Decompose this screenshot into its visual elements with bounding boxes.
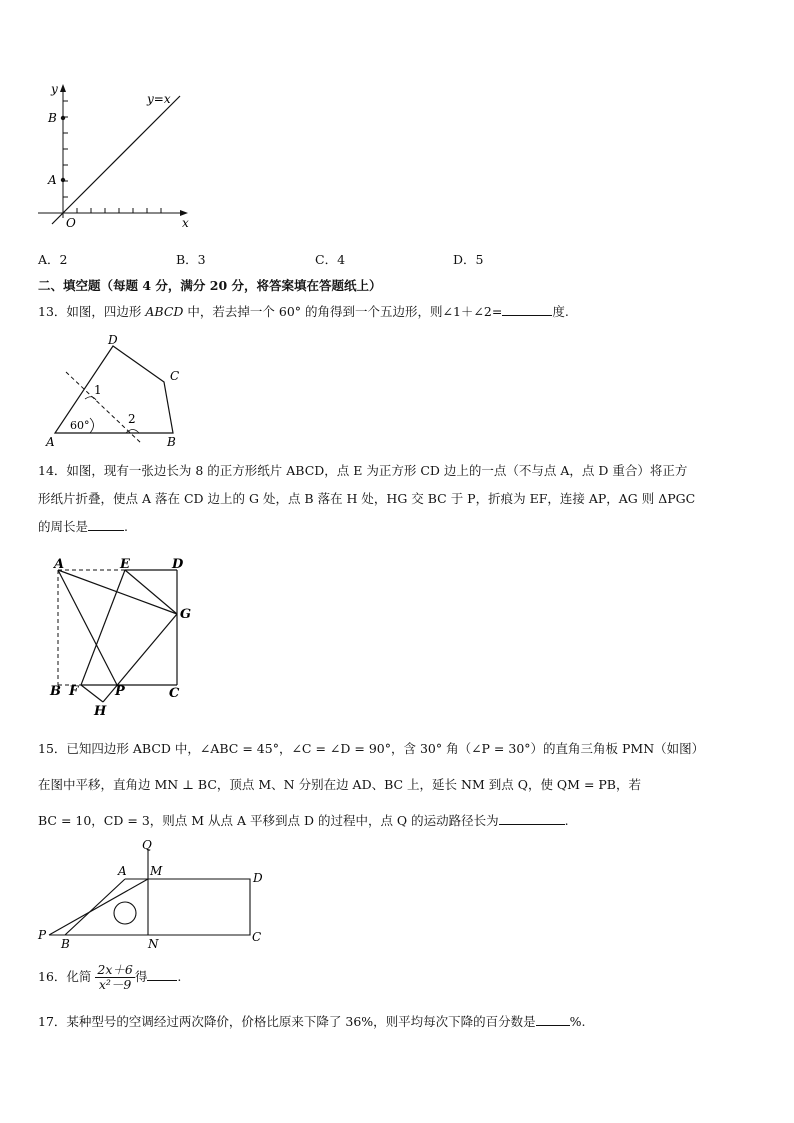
option-a: A．2 (38, 252, 68, 267)
point-a-label: A (48, 173, 57, 187)
q13-angle-1: 1 (94, 383, 102, 397)
q14-label-d: D (172, 557, 184, 572)
q13-label-c: C (170, 369, 180, 383)
q13-text-mid: 中，若去掉一个 60° 的角得到一个五边形，则∠1＋∠2= (183, 304, 503, 319)
q17-text (38, 1012, 586, 1030)
q13-text (38, 302, 569, 320)
q13-label-b: B (167, 435, 176, 448)
q17-end: %. (569, 1014, 586, 1029)
q16-text (38, 963, 181, 992)
y-axis-label: y (51, 82, 58, 96)
q14-label-g: G (180, 607, 192, 622)
point-b-label: B (48, 111, 57, 125)
q17-body: 17．某种型号的空调经过两次降价，价格比原来下降了 36%，则平均每次下降的百分数是 (38, 1014, 536, 1029)
q14-line-1: 14．如图，现有一张边长为 8 的正方形纸片 ABCD，点 E 为正方形 CD 边上的一点（不与点 A，点 D 重合）将正方 (38, 463, 688, 478)
x-axis-label: x (182, 216, 189, 230)
q15-line-1: 15．已知四边形 ABCD 中，∠ABC = 45°，∠C = ∠D = 90°，含 30° 角（∠P = 30°）的直角三角板 PMN（如图） (38, 741, 705, 756)
q16-denominator: x²－9 (98, 977, 132, 992)
q16-end: . (177, 969, 182, 984)
q15-line-3 (38, 811, 569, 829)
q14-label-p: P (115, 684, 125, 699)
q15-label-b: B (61, 937, 70, 951)
point-a-dot (61, 178, 65, 182)
q15-label-n: N (148, 937, 159, 951)
q13-quad-name: ABCD (145, 304, 184, 319)
q14-label-f: F (69, 684, 79, 699)
q15-label-a: A (118, 864, 127, 878)
q13-text-before: 如图，四边形 (66, 304, 146, 319)
q14-answer-blank[interactable] (88, 518, 124, 531)
q12-coordinate-graph (30, 80, 200, 230)
option-c: C．4 (315, 252, 346, 267)
q14-label-a: A (54, 557, 65, 572)
origin-label: O (66, 216, 76, 230)
q13-label-d: D (108, 333, 118, 347)
line-label: y=x (147, 92, 171, 106)
q14-line-2: 形纸片折叠，使点 A 落在 CD 边上的 G 处，点 B 落在 H 处，HG 交 BC 于 P，折痕为 EF，连接 AP，AG 则 ΔPGC (38, 491, 696, 506)
q15-figure (35, 837, 275, 952)
q13-angle-2: 2 (128, 412, 136, 426)
q14-label-b: B (50, 684, 61, 699)
q13-angle-60: 60° (70, 419, 90, 432)
point-b-dot (61, 116, 65, 120)
q15-label-m: M (150, 864, 163, 878)
section-heading: 二、填空题（每题 4 分，满分 20 分，将答案填在答题纸上） (38, 278, 382, 293)
option-b: B．3 (176, 252, 206, 267)
q15-label-c: C (252, 930, 262, 944)
q15-line-2: 在图中平移，直角边 MN ⊥ BC，顶点 M、N 分别在边 AD、BC 上，延长 NM 到点 Q，使 QM = PB，若 (38, 777, 641, 792)
q16-after: 得 (134, 969, 148, 984)
q14-figure (45, 555, 205, 720)
q14-line-3-before: 的周长是 (38, 519, 89, 534)
q13-text-after: 度. (552, 304, 569, 319)
q14-line-3-after: . (124, 519, 128, 534)
q17-answer-blank[interactable] (536, 1013, 570, 1026)
q13-figure (40, 330, 200, 448)
q15-label-d: D (253, 871, 263, 885)
q15-label-p: P (38, 928, 47, 942)
q15-line-3-after: . (564, 813, 569, 828)
q15-line-3-before: BC = 10，CD = 3，则点 M 从点 A 平移到点 D 的过程中，点 Q 的运动路径长为 (38, 813, 499, 828)
q16-fraction (95, 963, 134, 992)
option-d: D．5 (453, 252, 484, 267)
q15-answer-blank[interactable] (499, 812, 565, 825)
q14-label-e: E (120, 557, 130, 572)
q13-label-a: A (46, 435, 55, 448)
q13-number: 13． (38, 304, 67, 319)
q14-line-3 (38, 517, 128, 535)
q16-numerator: 2x＋6 (97, 962, 133, 977)
q13-answer-blank[interactable] (502, 303, 552, 316)
q14-label-c: C (169, 686, 180, 701)
q16-number: 16．化简 (38, 969, 92, 984)
q16-answer-blank[interactable] (147, 968, 177, 981)
q14-label-h: H (94, 704, 107, 719)
q15-label-q: Q (142, 838, 152, 852)
